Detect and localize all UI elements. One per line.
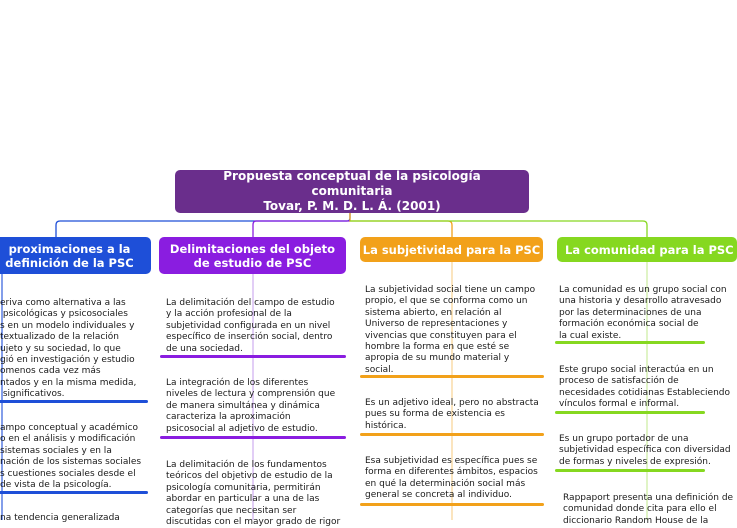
leaf-underline [160,436,346,439]
root-title-line2: Tovar, P. M. D. L. Á. (2001) [263,199,441,213]
leaf-text: ampo conceptual y académico o en el análisis y modificación sistemas sociales y en la nación de los sistemas sociales s cuestiones sociales desde el de vista de la psicología. [0,423,142,491]
leaf-text: Es un grupo portador de una subjetividad específica con diversidad de formas y niveles de expresión. [559,434,731,467]
branch-title: La subjetividad para la PSC [362,242,541,257]
leaf-text: La integración de los diferentes niveles de lectura y comprensión que de manera simultánea y dinámica caracteriza la aproximación psicosocial al adjetivo de estudio. [166,378,336,434]
root-topic[interactable] [175,170,529,213]
leaf-text: Rappaport presenta una definición de comunidad donde cita para ello el diccionario Random House de la [563,493,734,526]
branch-title-line2: de estudio de PSC [193,255,312,270]
leaf-underline [360,503,544,506]
branch-title: La comunidad para la PSC [565,242,734,257]
branch-title-line1: Delimitaciones del objeto [169,241,336,256]
leaf-underline [0,400,148,403]
branch-title-line2: definición de la PSC [5,255,134,270]
leaf-underline [555,469,705,472]
leaf-underline [0,491,148,494]
branch-aproximaciones[interactable] [0,237,151,274]
leaf-text: na tendencia generalizada [0,513,120,523]
leaf-text: Este grupo social interactúa en un proceso de satisfacción de necesidades cotidianas Estableciendo vínculos formal e informal. [559,365,731,410]
leaf-text: Es un adjetivo ideal, pero no abstracta pues su forma de existencia es histórica. [365,398,539,431]
leaf-text: La subjetividad social tiene un campo propio, el que se conforma como un sistema abierto, en relación al Universo de representaciones y vivencias que constituyen para el hombre la forma en que esté se apropia de su mundo material y social. [365,285,536,375]
leaf-text: eriva como alternativa a las psicológicas y psicosociales s en un modelo individuales y textualizado de la relación ujeto y su sociedad, lo que gió en investigación y estudio omenos cada vez más ntados y en la misma medida, significativos. [0,298,137,400]
leaf-underline [360,433,544,436]
leaf-text: Esa subjetividad es específica pues se forma en diferentes ámbitos, espacios en qué la determinación social más general se concreta al individuo. [365,456,538,501]
root-title-line1: Propuesta conceptual de la psicología comunitaria [223,169,481,198]
leaf-underline [160,355,346,358]
leaf-text: La comunidad es un grupo social con una historia y desarrollo atravesado por las determinaciones de una formación económica social de la cual existe. [559,285,727,341]
leaf-underline [555,341,705,344]
branch-title-line1: proximaciones a la [8,241,131,256]
leaf-text: La delimitación del campo de estudio y la acción profesional de la subjetividad configurada en un nivel específico de inserción social, dentro de una sociedad. [166,298,335,354]
leaf-underline [555,411,705,414]
leaf-underline [360,375,544,378]
leaf-text: La delimitación de los fundamentos teóricos del objetivo de estudio de la psicología comunitaria, permitirán abordar en particular a una de las categorías que necesitan ser discutidas con el mayor grado de rigor [166,460,341,528]
branch-comunidad[interactable] [557,237,737,262]
branch-delimitaciones[interactable] [159,237,346,274]
branch-subjetividad[interactable] [360,237,543,262]
